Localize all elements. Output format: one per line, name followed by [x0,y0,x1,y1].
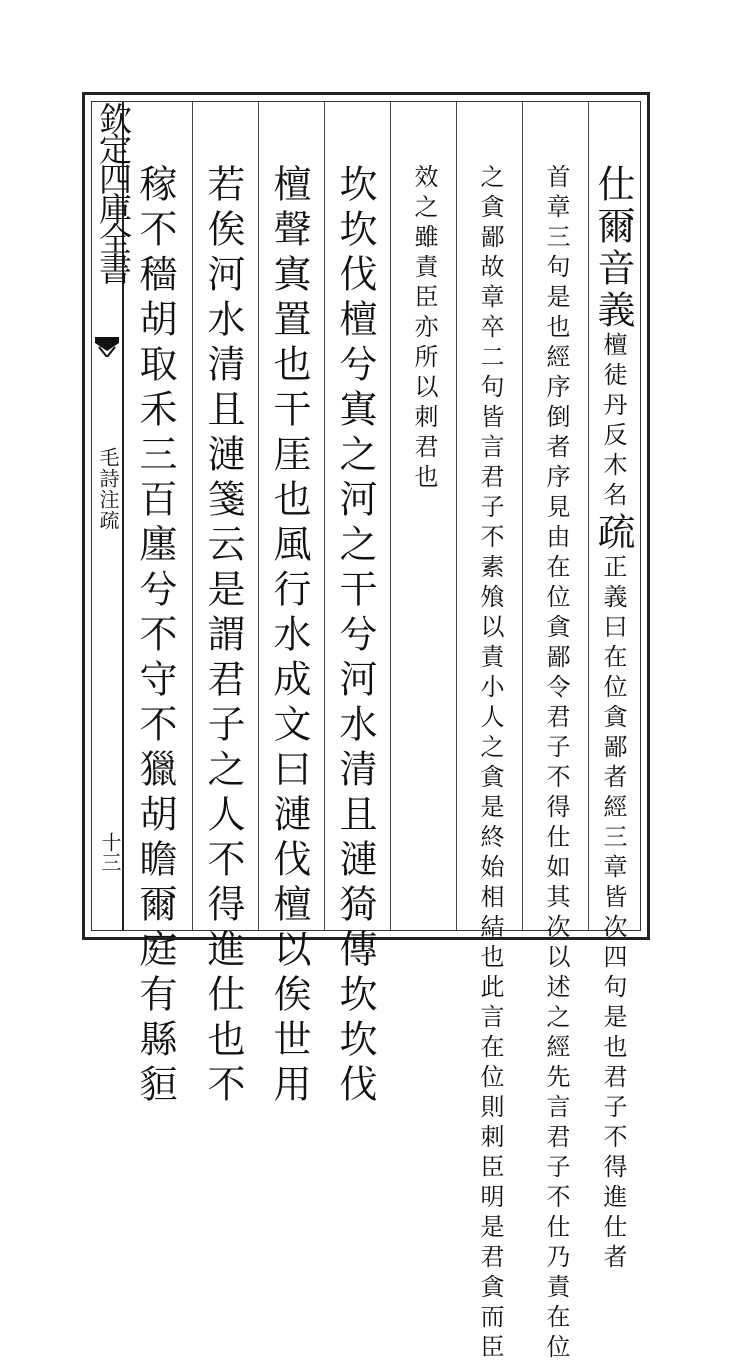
column-divider [324,102,325,930]
column-divider [456,102,457,930]
text-column-6: 檀聲寘置也干厓也風行水成文曰漣伐檀以俟世用 [267,164,311,1109]
text-column-7: 若俟河水清且漣箋云是謂君子之人不得進仕也不 [201,164,245,1109]
text-column-4: 效之雖責臣亦所以刺君也 [410,164,438,494]
page-frame [82,92,650,1364]
column-divider [192,102,193,930]
margin-column [92,102,133,930]
column-divider [588,102,589,930]
text-column-5: 坎坎伐檀兮寘之河之干兮河水清且漣猗傳坎坎伐 [333,164,377,1109]
page-number: 十三 [98,832,122,872]
commentary-mark: 疏 [591,512,635,554]
text-column-2: 首章三句是也經序倒者序見由在位貪鄙令君子不得仕如其次以述之經先言君子不仕乃責在位 [542,164,570,1364]
text-column-3: 之貪鄙故章卒二句皆言君子不素飧以責小人之貪是終始相結也此言在位則刺臣明是君貪而臣 [476,164,504,1364]
column-divider [522,102,523,930]
fish-tail-mark-icon [95,337,119,357]
column-divider [258,102,259,930]
section-label: 毛詩注疏 [96,447,120,531]
annotation-text: 檀徒丹反木名 [599,332,627,512]
book-title: 欽定四庫全書 [94,102,133,282]
text-block [91,101,641,1364]
annotation-text: 正義曰在位貪鄙者經三章皆次四句是也君子不得進仕者 [599,554,627,1274]
column-heading: 仕爾音義 [591,164,635,332]
text-column-1 [591,164,635,1274]
column-divider [390,102,391,930]
text-column-8: 稼不穡胡取禾三百廛兮不守不獵胡瞻爾庭有縣貆 [133,164,177,1109]
